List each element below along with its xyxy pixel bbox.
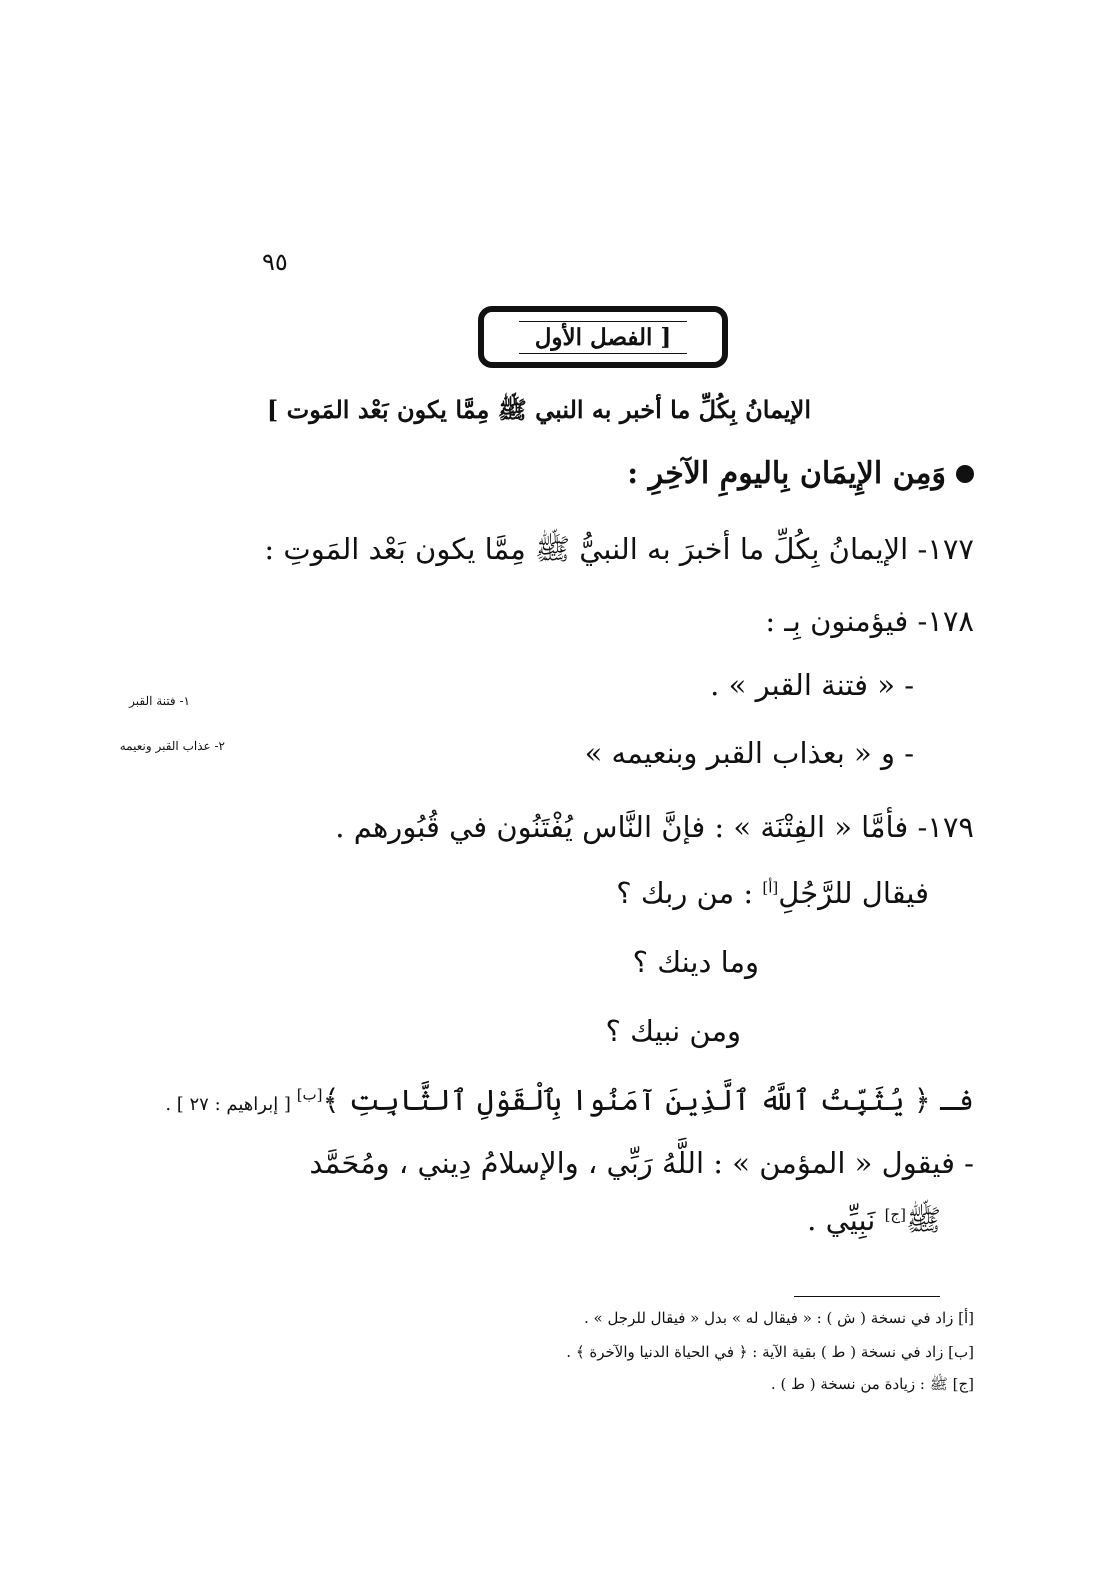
list-item-punishment-of-grave: - و « بعذاب القبر وبنعيمه » — [584, 736, 914, 770]
question-1-text: فيقال للرَّجُلِ — [778, 876, 929, 910]
verse-reference: [ إبراهيم : ٢٧ ] . — [165, 1094, 297, 1115]
bullet-icon — [956, 465, 974, 483]
quran-verse-line — [165, 1083, 974, 1117]
footnote-mark-a: [أ] — [762, 878, 779, 897]
believer-answer-line-1: - فيقول « المؤمن » : اللَّهُ رَبِّي ، والإسلامُ دِيني ، ومُحَمَّد — [309, 1146, 974, 1180]
question-religion: وما دينك ؟ — [632, 945, 759, 979]
chapter-title-frame — [478, 306, 728, 368]
verse-text: فـ ﴿ يُثَبِّتُ ٱللَّهُ ٱلَّذِينَ آمَنُوا بِٱلْقَوْلِ ٱلثَّابِتِ ﴾ — [322, 1083, 974, 1117]
believer-answer-line-2 — [807, 1203, 941, 1245]
section-heading: الإيمانُ بِكُلِّ ما أخبر به النبي ﷺ مِمَّا يكون بَعْد المَوت ] — [266, 395, 811, 424]
paragraph-178: ١٧٨- فيؤمنون بِـ : — [765, 604, 974, 638]
footnote-b: [ب] زاد في نسخة ( ط ) بقية الآية : ﴿ في الحياة الدنيا والآخرة ﴾ . — [566, 1343, 974, 1361]
paragraph-177: ١٧٧- الإيمانُ بِكُلِّ ما أخبرَ به النبيُّ ﷺ مِمَّا يكون بَعْد المَوتِ : — [264, 532, 974, 566]
footnote-a: [أ] زاد في نسخة ( ش ) : « فيقال له » بدل « فيقال للرجل » . — [583, 1309, 974, 1327]
margin-note-2: ٢- عذاب القبر ونعيمه — [119, 739, 225, 753]
bullet-heading-line — [627, 456, 974, 491]
footnote-mark-b: [ب] — [296, 1085, 323, 1104]
page-number: ٩٥ — [262, 248, 288, 276]
footnote-mark-c: [ج] — [884, 1205, 906, 1224]
question-1-tail: : من ربك ؟ — [616, 876, 763, 910]
bullet-heading: وَمِن الإِيمَان بِاليومِ الآخِرِ : — [627, 456, 946, 491]
chapter-title: [ الفصل الأول — [519, 321, 688, 354]
believer-answer-tail: نَبِيِّي . — [807, 1203, 885, 1237]
footnote-c: [ج] ﷺ : زيادة من نسخة ( ط ) . — [770, 1375, 974, 1393]
paragraph-179: ١٧٩- فأمَّا « الفِتْنَة » : فإنَّ النَّاس يُفْتَنُون في قُبُورهم . — [335, 810, 974, 844]
salawat-text: ﷺ — [905, 1203, 941, 1237]
question-prophet: ومن نبيك ؟ — [605, 1014, 741, 1048]
list-item-trial-of-grave: - « فتنة القبر » . — [710, 668, 914, 702]
margin-note-1: ١- فتنة القبر — [129, 694, 190, 708]
footnote-divider — [794, 1296, 940, 1297]
question-lord — [616, 876, 929, 910]
